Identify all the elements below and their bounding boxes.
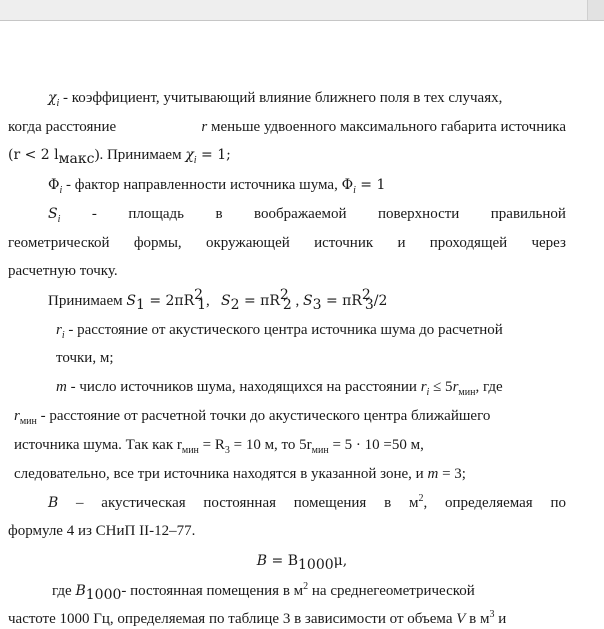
document-page: [0, 21, 604, 625]
para-b-line2: формуле 4 из СНиП II-12–77.: [8, 523, 196, 539]
para-s-line2: геометрической формы, окружающей источник и проходящей через: [8, 235, 566, 251]
para-b1000-line1: где $B_{1000}-$ постоянная помещения в $м^2$ на среднегеометрической: [52, 581, 475, 603]
para-m-line1: m - число источников шума, находящихся на расстоянии $r_i \le 5r_{мин}$, где: [56, 379, 503, 398]
para-chi-line3: (r < 2 $l_{макс}$). Принимаем $\chi_i = 1$;: [8, 147, 231, 167]
para-chi-line1: $\chi_i$ - коэффициент, учитывающий влияние ближнего поля в тех случаях,: [48, 90, 503, 109]
para-m-line3: источника шума. Так как $r_{мин} = R_3 = 10$ м, то $5r_{мин} = 5 \cdot 10 =50$ м,: [14, 437, 424, 456]
scrollbar-corner[interactable]: [587, 0, 604, 20]
para-r-line1: $r_i$ - расстояние от акустического центра источника шума до расчетной: [56, 322, 503, 341]
para-m-line4: следовательно, все три источника находятся в указанной зоне, и m = 3;: [14, 466, 466, 482]
para-s-line3: расчетную точку.: [8, 263, 118, 279]
para-b1000-line2: частоте 1000 Гц, определяемая по таблице 3 в зависимости от объема V в $м^3$ и: [8, 609, 507, 627]
formula-b: $B = B_{1000}\mu$,: [256, 553, 348, 573]
para-phi-line1: $\Phi_i$ - фактор направленности источника шума, $\Phi_i = 1$: [48, 177, 386, 196]
para-r-line2: точки, м;: [56, 350, 114, 366]
para-chi-line2: когда расстояние r меньше удвоенного максимального габарита источника: [8, 119, 566, 135]
window-top-bar: [0, 0, 604, 21]
para-areas-formula: Принимаем $S_1 = 2\pi R^2_1$, $S_2 = \pi R^2_2$ , $S_3 = \pi R^2_3/2$: [48, 287, 388, 313]
para-m-line2: $r_{мин}$ - расстояние от расчетной точки до акустического центра ближайшего: [14, 408, 491, 427]
para-b-line1: B – акустическая постоянная помещения в $м^2$, определяемая по: [48, 493, 566, 511]
para-s-line1: $S_i$ - площадь в воображаемой поверхности правильной: [48, 206, 566, 225]
